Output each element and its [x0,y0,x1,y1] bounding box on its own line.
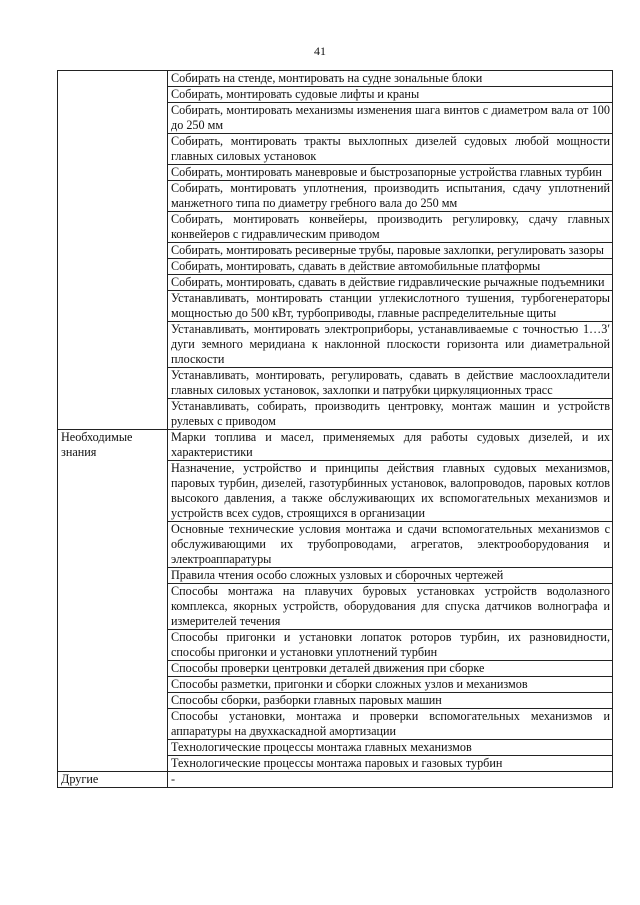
requirement-text-cell: Способы разметки, пригонки и сборки сложных узлов и механизмов [168,677,613,693]
requirement-text-cell: Собирать, монтировать судовые лифты и краны [168,87,613,103]
requirement-text-cell: Марки топлива и масел, применяемых для работы судовых дизелей, и их характеристики [168,430,613,461]
requirement-text-cell: Собирать, монтировать, сдавать в действие автомобильные платформы [168,259,613,275]
requirement-text-cell: Собирать, монтировать механизмы изменения шага винтов с диаметром вала от 100 до 250 мм [168,103,613,134]
table-row [58,772,613,788]
requirements-table-body [58,71,613,788]
requirement-text-cell: Технологические процессы монтажа паровых и газовых турбин [168,756,613,772]
requirement-text-cell: Собирать, монтировать конвейеры, производить регулировку, сдачу главных конвейеров с гидравлическим приводом [168,212,613,243]
page-number: 41 [314,44,326,58]
requirement-text-cell: Способы сборки, разборки главных паровых машин [168,693,613,709]
requirement-text-cell: Технологические процессы монтажа главных механизмов [168,740,613,756]
requirement-text-cell: Устанавливать, монтировать, регулировать, сдавать в действие маслоохладители главных силовых установок, захлопки и патрубки циркуляционных трасс [168,368,613,399]
requirement-text-cell: - [168,772,613,788]
section-label-cell: Другие [58,772,168,788]
requirements-table [57,70,613,788]
requirement-text-cell: Правила чтения особо сложных узловых и сборочных чертежей [168,568,613,584]
requirement-text-cell: Способы установки, монтажа и проверки вспомогательных механизмов и аппаратуры на двухкаскадной амортизации [168,709,613,740]
section-label-cell [58,71,168,430]
table-row [58,430,613,461]
section-label-cell: Необходимые знания [58,430,168,772]
requirement-text-cell: Устанавливать, монтировать электроприборы, устанавливаемые с точностью 1…3′ дуги земного меридиана к наклонной плоскости горизонта или диаметральной плоскости [168,322,613,368]
requirement-text-cell: Собирать, монтировать ресиверные трубы, паровые захлопки, регулировать зазоры [168,243,613,259]
requirement-text-cell: Способы пригонки и установки лопаток роторов турбин, их разновидности, способы пригонки и установки уплотнений турбин [168,630,613,661]
requirement-text-cell: Собирать, монтировать тракты выхлопных дизелей судовых любой мощности главных силовых установок [168,134,613,165]
requirement-text-cell: Способы проверки центровки деталей движения при сборке [168,661,613,677]
requirement-text-cell: Назначение, устройство и принципы действия главных судовых механизмов, паровых турбин, дизелей, газотурбинных установок, валопроводов, паровых котлов высокого давления, а также обслуживающих их вспомогательных механизмов и устройств всех судов, строящихся в организации [168,461,613,522]
requirement-text-cell: Собирать, монтировать, сдавать в действие гидравлические рычажные подъемники [168,275,613,291]
requirement-text-cell: Способы монтажа на плавучих буровых установках устройств водолазного комплекса, якорных устройств, оборудования для спуска датчиков волнографа и измерителей течения [168,584,613,630]
table-row [58,71,613,87]
requirement-text-cell: Устанавливать, монтировать станции углекислотного тушения, турбогенераторы мощностью до 500 кВт, турбоприводы, главные распределительные щиты [168,291,613,322]
requirement-text-cell: Основные технические условия монтажа и сдачи вспомогательных механизмов с обслуживающими их трубопроводами, агрегатов, электрооборудования и электроаппаратуры [168,522,613,568]
requirement-text-cell: Устанавливать, собирать, производить центровку, монтаж машин и устройств рулевых с приводом [168,399,613,430]
requirement-text-cell: Собирать, монтировать уплотнения, производить испытания, сдачу уплотнений манжетного типа по диаметру гребного вала до 250 мм [168,181,613,212]
requirement-text-cell: Собирать на стенде, монтировать на судне зональные блоки [168,71,613,87]
requirement-text-cell: Собирать, монтировать маневровые и быстрозапорные устройства главных турбин [168,165,613,181]
requirements-table-frame [57,70,612,840]
